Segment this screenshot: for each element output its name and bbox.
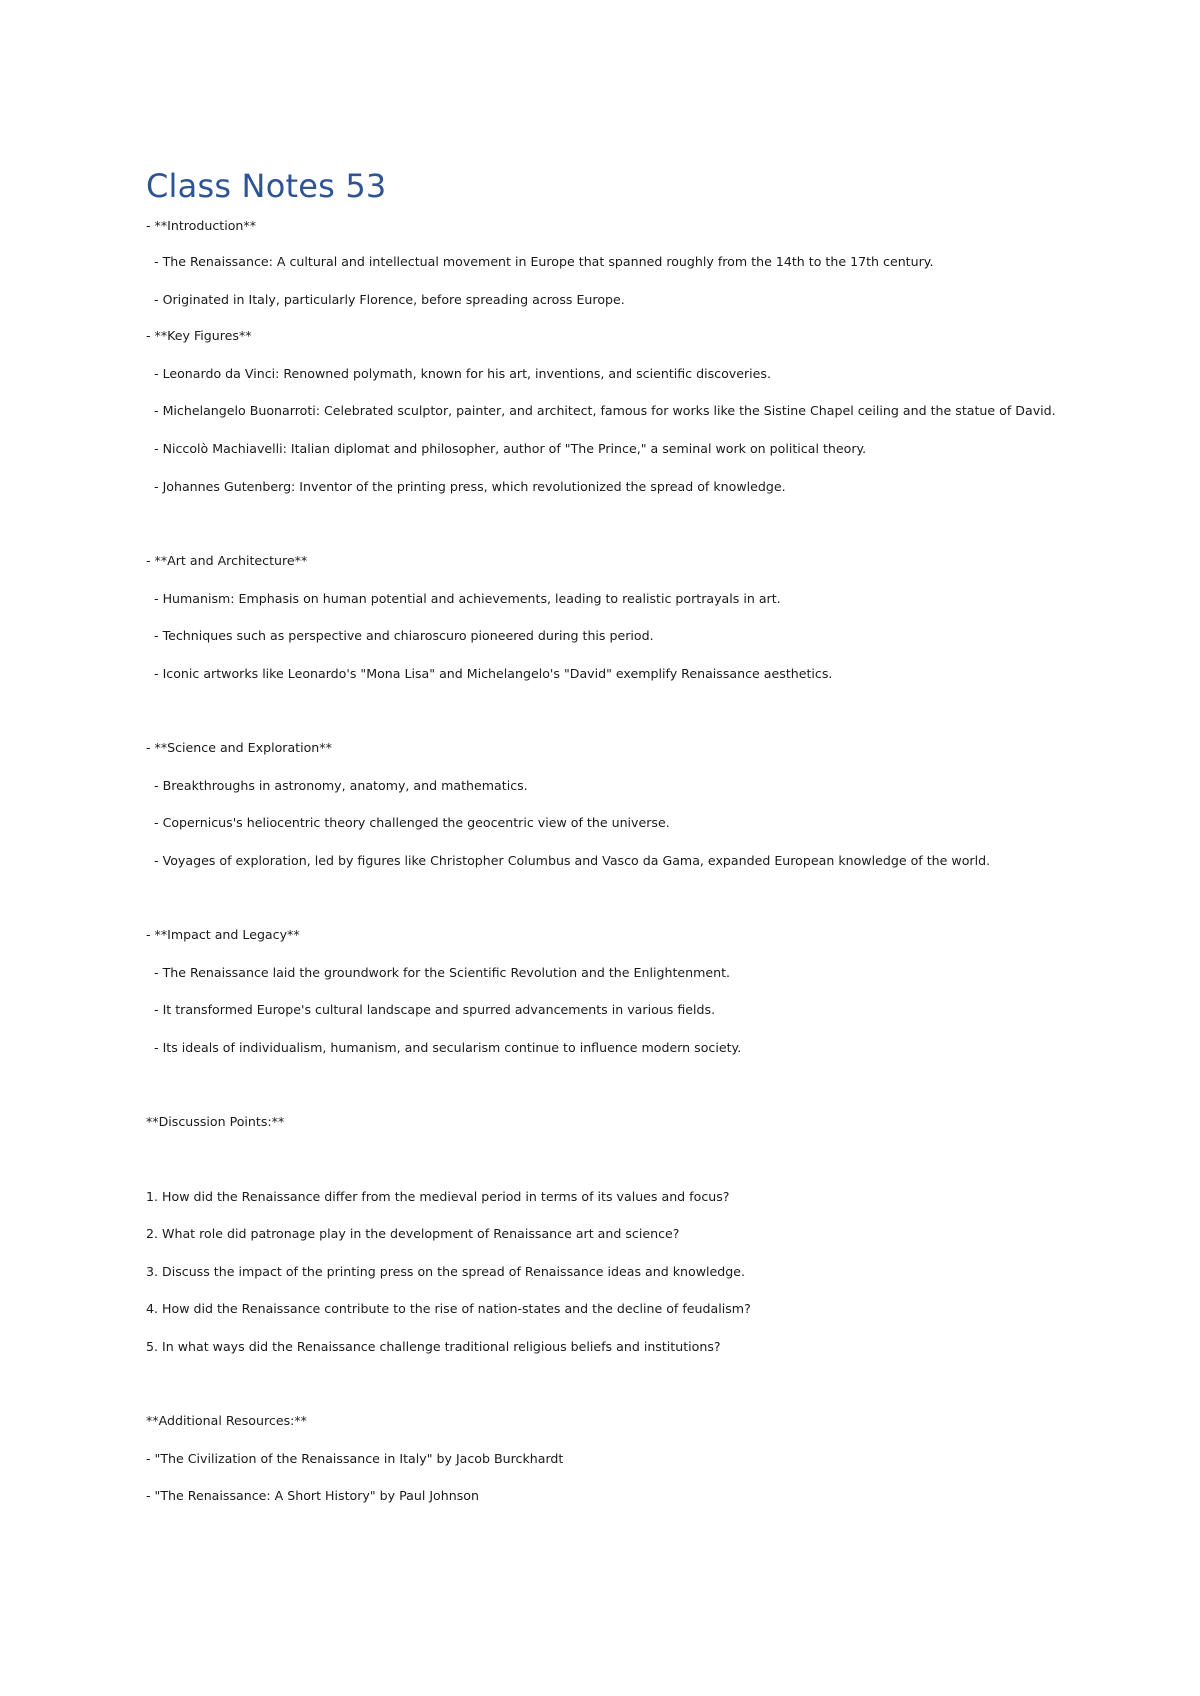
list-item: - Michelangelo Buonarroti: Celebrated sculptor, painter, and architect, famous for works like the Sistine Chapel ceiling and the statue of David. [146,403,1056,419]
numbered-item: 5. In what ways did the Renaissance challenge traditional religious beliefs and institutions? [146,1338,721,1354]
spacer [146,1150,1056,1187]
list-item: - Humanism: Emphasis on human potential and achievements, leading to realistic portrayals in art. [146,590,781,606]
section-heading-art-architecture: - **Art and Architecture** [146,553,308,569]
list-item: - The Renaissance: A cultural and intellectual movement in Europe that spanned roughly from the 14th to the 17th century. [146,254,934,270]
list-item: - Leonardo da Vinci: Renowned polymath, known for his art, inventions, and scientific discoveries. [146,365,771,381]
section-heading-additional-resources: **Additional Resources:** [146,1413,307,1429]
spacer [146,701,1056,738]
list-item: - It transformed Europe's cultural landscape and spurred advancements in various fields. [146,1002,716,1018]
list-item: - Its ideals of individualism, humanism, and secularism continue to influence modern society. [146,1039,742,1055]
document-page [146,166,1056,1524]
list-item: - Johannes Gutenberg: Inventor of the printing press, which revolutionized the spread of knowledge. [146,478,786,494]
list-item: - Niccolò Machiavelli: Italian diplomat and philosopher, author of "The Prince," a seminal work on political theory. [146,441,867,457]
list-item: - Originated in Italy, particularly Florence, before spreading across Europe. [146,291,625,307]
list-item: - "The Renaissance: A Short History" by Paul Johnson [146,1488,479,1504]
list-item: - The Renaissance laid the groundwork for the Scientific Revolution and the Enlightenment. [146,964,731,980]
list-item: - Copernicus's heliocentric theory challenged the geocentric view of the universe. [146,815,670,831]
spacer [146,1374,1056,1411]
section-heading-key-figures: - **Key Figures** [146,328,252,344]
spacer [146,514,1056,551]
section-heading-impact-legacy: - **Impact and Legacy** [146,927,300,943]
numbered-item: 3. Discuss the impact of the printing press on the spread of Renaissance ideas and knowledge. [146,1263,746,1279]
section-heading-science-exploration: - **Science and Exploration** [146,740,332,756]
list-item: - Breakthroughs in astronomy, anatomy, and mathematics. [146,777,528,793]
list-item: - "The Civilization of the Renaissance in Italy" by Jacob Burckhardt [146,1450,564,1466]
list-item: - Iconic artworks like Leonardo's "Mona Lisa" and Michelangelo's "David" exemplify Renaissance aesthetics. [146,665,833,681]
numbered-item: 4. How did the Renaissance contribute to the rise of nation-states and the decline of feudalism? [146,1301,751,1317]
list-item: - Techniques such as perspective and chiaroscuro pioneered during this period. [146,628,654,644]
section-heading-introduction: - **Introduction** [146,218,256,233]
list-item: - Voyages of exploration, led by figures like Christopher Columbus and Vasco da Gama, expanded European knowledge of the world. [146,852,991,868]
numbered-item: 1. How did the Renaissance differ from the medieval period in terms of its values and focus? [146,1188,730,1204]
page-title: Class Notes 53 [146,167,387,205]
spacer [146,888,1056,925]
spacer [146,1075,1056,1112]
numbered-item: 2. What role did patronage play in the development of Renaissance art and science? [146,1226,680,1242]
section-heading-discussion-points: **Discussion Points:** [146,1114,285,1130]
